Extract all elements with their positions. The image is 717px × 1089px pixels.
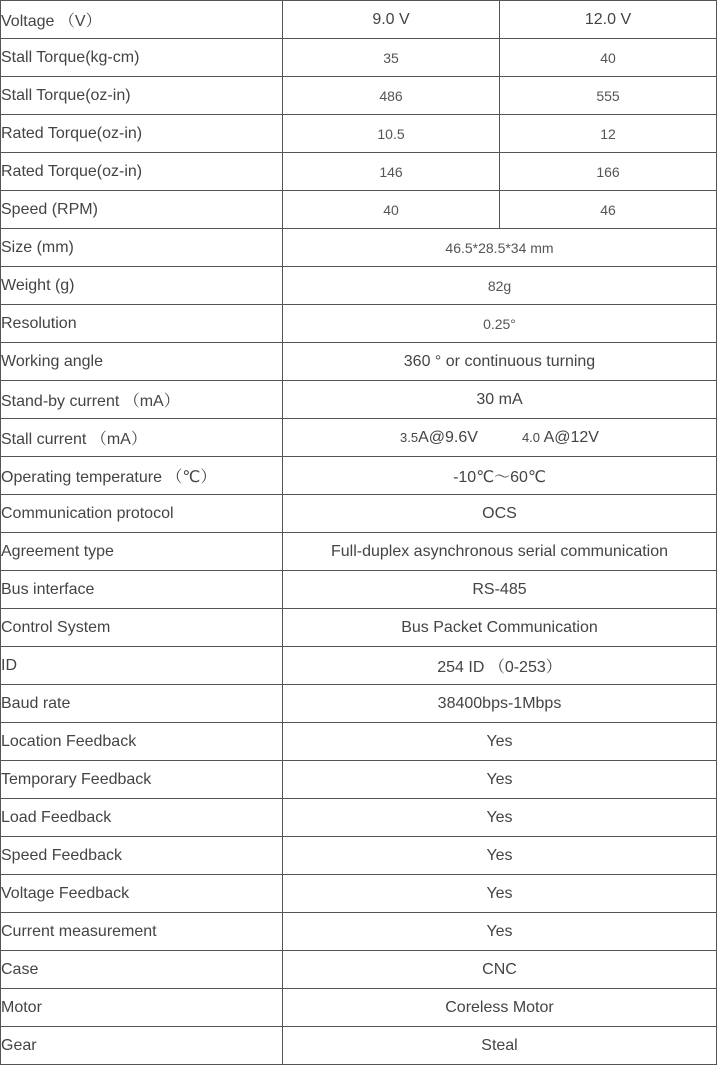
stall-current-9v-number: 3.5: [400, 429, 419, 445]
table-row: [1, 1, 717, 39]
row-value: 82g: [283, 267, 717, 305]
table-row: [1, 875, 717, 913]
stall-current-12v: [522, 429, 599, 446]
table-row: [1, 913, 717, 951]
table-row: [1, 723, 717, 761]
row-value: 38400bps-1Mbps: [283, 685, 717, 723]
table-row: [1, 457, 717, 495]
row-value: 0.25°: [283, 305, 717, 343]
table-row: [1, 153, 717, 191]
row-value: Full-duplex asynchronous serial communication: [283, 533, 717, 571]
table-row: [1, 609, 717, 647]
row-label: Temporary Feedback: [1, 761, 283, 799]
row-label: Current measurement: [1, 913, 283, 951]
row-value: Yes: [283, 723, 717, 761]
row-value: 30 mA: [283, 381, 717, 419]
row-value: Bus Packet Communication: [283, 609, 717, 647]
row-label: Rated Torque(oz-in): [1, 153, 283, 191]
row-label: Voltage Feedback: [1, 875, 283, 913]
value-9v: 35: [283, 39, 500, 77]
row-label: Size (mm): [1, 229, 283, 267]
row-value: Yes: [283, 837, 717, 875]
row-label: Communication protocol: [1, 495, 283, 533]
row-label: Baud rate: [1, 685, 283, 723]
table-row: [1, 229, 717, 267]
table-row: [1, 837, 717, 875]
row-label: Rated Torque(oz-in): [1, 115, 283, 153]
row-label: Resolution: [1, 305, 283, 343]
row-value: Steal: [283, 1027, 717, 1065]
row-label: Bus interface: [1, 571, 283, 609]
table-row: [1, 39, 717, 77]
row-value: 46.5*28.5*34 mm: [283, 229, 717, 267]
row-label: Stall Torque(kg-cm): [1, 39, 283, 77]
table-row: [1, 647, 717, 685]
row-label: ID: [1, 647, 283, 685]
stall-current-9v-unit: A@9.6V: [418, 428, 478, 446]
row-label: Agreement type: [1, 533, 283, 571]
row-label: Speed (RPM): [1, 191, 283, 229]
value-12v: 12: [500, 115, 717, 153]
table-row: [1, 533, 717, 571]
stall-current-12v-unit: A@12V: [543, 428, 599, 446]
row-value: Yes: [283, 761, 717, 799]
row-label: Load Feedback: [1, 799, 283, 837]
stall-current-value: [283, 419, 717, 457]
table-row: [1, 191, 717, 229]
value-12v: 40: [500, 39, 717, 77]
value-9v: 9.0 V: [283, 1, 500, 39]
value-12v: 12.0 V: [500, 1, 717, 39]
row-value: 360 ° or continuous turning: [283, 343, 717, 381]
value-12v: 46: [500, 191, 717, 229]
row-label: Control System: [1, 609, 283, 647]
table-row: [1, 115, 717, 153]
value-9v: 146: [283, 153, 500, 191]
row-label: Location Feedback: [1, 723, 283, 761]
row-label: Operating temperature （℃）: [1, 457, 283, 495]
value-9v: 486: [283, 77, 500, 115]
table-row: [1, 989, 717, 1027]
table-row: [1, 381, 717, 419]
stall-current-12v-number: 4.0: [521, 429, 541, 445]
row-label: Voltage （V）: [1, 1, 283, 39]
row-label: Stall current （mA）: [1, 419, 283, 457]
table-row: [1, 951, 717, 989]
row-label: Weight (g): [1, 267, 283, 305]
row-label: Stall Torque(oz-in): [1, 77, 283, 115]
value-9v: 40: [283, 191, 500, 229]
table-row: [1, 305, 717, 343]
table-row: [1, 419, 717, 457]
row-label: Motor: [1, 989, 283, 1027]
table-row: [1, 267, 717, 305]
row-label: Case: [1, 951, 283, 989]
row-value: 254 ID （0-253）: [283, 647, 717, 685]
value-12v: 166: [500, 153, 717, 191]
row-value: -10℃～60℃: [283, 457, 717, 495]
row-value: Yes: [283, 913, 717, 951]
row-label: Gear: [1, 1027, 283, 1065]
table-row: [1, 1027, 717, 1065]
stall-current-9v: [400, 429, 478, 446]
row-label: Working angle: [1, 343, 283, 381]
value-9v: 10.5: [283, 115, 500, 153]
table-row: [1, 495, 717, 533]
table-row: [1, 761, 717, 799]
table-row: [1, 685, 717, 723]
table-row: [1, 799, 717, 837]
row-label: Stand-by current （mA）: [1, 381, 283, 419]
table-row: [1, 571, 717, 609]
row-value: RS-485: [283, 571, 717, 609]
row-value: OCS: [283, 495, 717, 533]
row-value: Yes: [283, 875, 717, 913]
table-row: [1, 77, 717, 115]
row-label: Speed Feedback: [1, 837, 283, 875]
row-value: CNC: [283, 951, 717, 989]
table-row: [1, 343, 717, 381]
value-12v: 555: [500, 77, 717, 115]
row-value: Yes: [283, 799, 717, 837]
row-value: Coreless Motor: [283, 989, 717, 1027]
